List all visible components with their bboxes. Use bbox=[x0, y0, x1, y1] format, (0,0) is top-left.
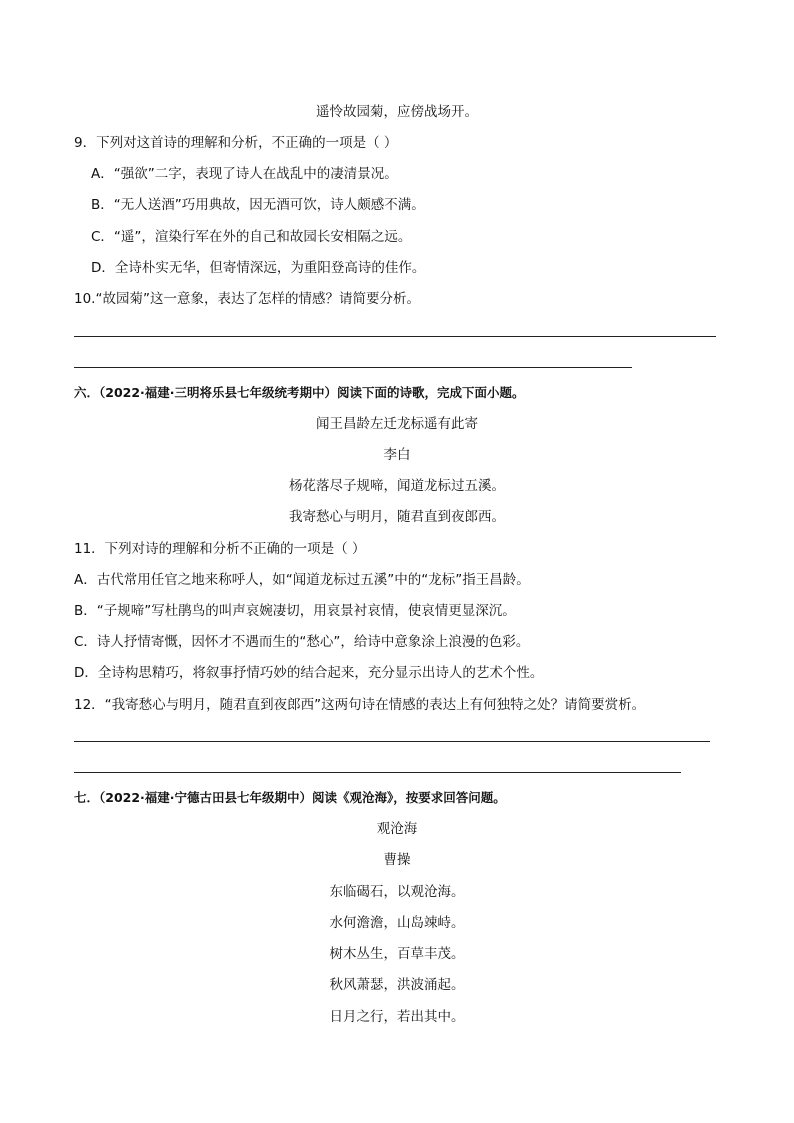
question-11-stem: 11．下列对诗的理解和分析不正确的一项是（ ） bbox=[74, 541, 366, 557]
poem-line: 杨花落尽子规啼，闻道龙标过五溪。 bbox=[289, 478, 505, 494]
question-9-stem: 9．下列对这首诗的理解和分析，不正确的一项是（ ） bbox=[74, 135, 398, 151]
question-11-option-d: D．全诗构思精巧，将叙事抒情巧妙的结合起来，充分显示出诗人的艺术个性。 bbox=[74, 665, 544, 681]
poem-line: 遥怜故园菊，应傍战场开。 bbox=[316, 104, 478, 120]
poem-line: 东临碣石，以观沧海。 bbox=[329, 884, 465, 900]
answer-line bbox=[74, 367, 632, 368]
answer-line bbox=[74, 336, 716, 337]
question-9-option-d: D．全诗朴实无华，但寄情深远，为重阳登高诗的佳作。 bbox=[91, 260, 426, 276]
question-9-option-c: C．“遥”，渲染行军在外的自己和故园长安相隔之远。 bbox=[91, 229, 412, 245]
question-10-stem: 10.“故园菊”这一意象，表达了怎样的情感？请简要分析。 bbox=[74, 291, 420, 307]
section-7-header: 七．（2022·福建·宁德古田县七年级期中）阅读《观沧海》，按要求回答问题。 bbox=[74, 790, 506, 805]
question-9-option-b: B．“无人送酒”巧用典故，因无酒可饮，诗人颇感不满。 bbox=[91, 197, 425, 213]
answer-line bbox=[74, 772, 681, 773]
question-12-stem: 12．“我寄愁心与明月，随君直到夜郎西”这两句诗在情感的表达上有何独特之处？请简要赏析。 bbox=[74, 697, 646, 713]
poem-line: 树木丛生，百草丰茂。 bbox=[329, 946, 465, 962]
question-11-option-b: B．“子规啼”写杜鹃鸟的叫声哀婉凄切，用哀景衬哀情，使哀情更显深沉。 bbox=[74, 603, 516, 619]
poem-title: 观沧海 bbox=[376, 821, 418, 837]
poem-author: 曹操 bbox=[383, 852, 411, 868]
question-11-option-c: C．诗人抒情寄慨，因怀才不遇而生的“愁心”，给诗中意象涂上浪漫的色彩。 bbox=[74, 634, 530, 650]
question-11-option-a: A．古代常用任官之地来称呼人，如“闻道龙标过五溪”中的“龙标”指王昌龄。 bbox=[74, 572, 530, 588]
poem-author: 李白 bbox=[383, 447, 411, 463]
section-6-header: 六．（2022·福建·三明将乐县七年级统考期中）阅读下面的诗歌，完成下面小题。 bbox=[74, 385, 525, 400]
poem-title: 闻王昌龄左迁龙标遥有此寄 bbox=[316, 416, 478, 432]
poem-line: 水何澹澹，山岛竦峙。 bbox=[329, 915, 465, 931]
question-9-option-a: A．“强欲”二字，表现了诗人在战乱中的凄清景况。 bbox=[91, 166, 398, 182]
answer-line bbox=[74, 741, 710, 742]
poem-line: 日月之行，若出其中。 bbox=[329, 1009, 465, 1025]
poem-line: 我寄愁心与明月，随君直到夜郎西。 bbox=[289, 509, 505, 525]
poem-line: 秋风萧瑟，洪波涌起。 bbox=[329, 977, 465, 993]
